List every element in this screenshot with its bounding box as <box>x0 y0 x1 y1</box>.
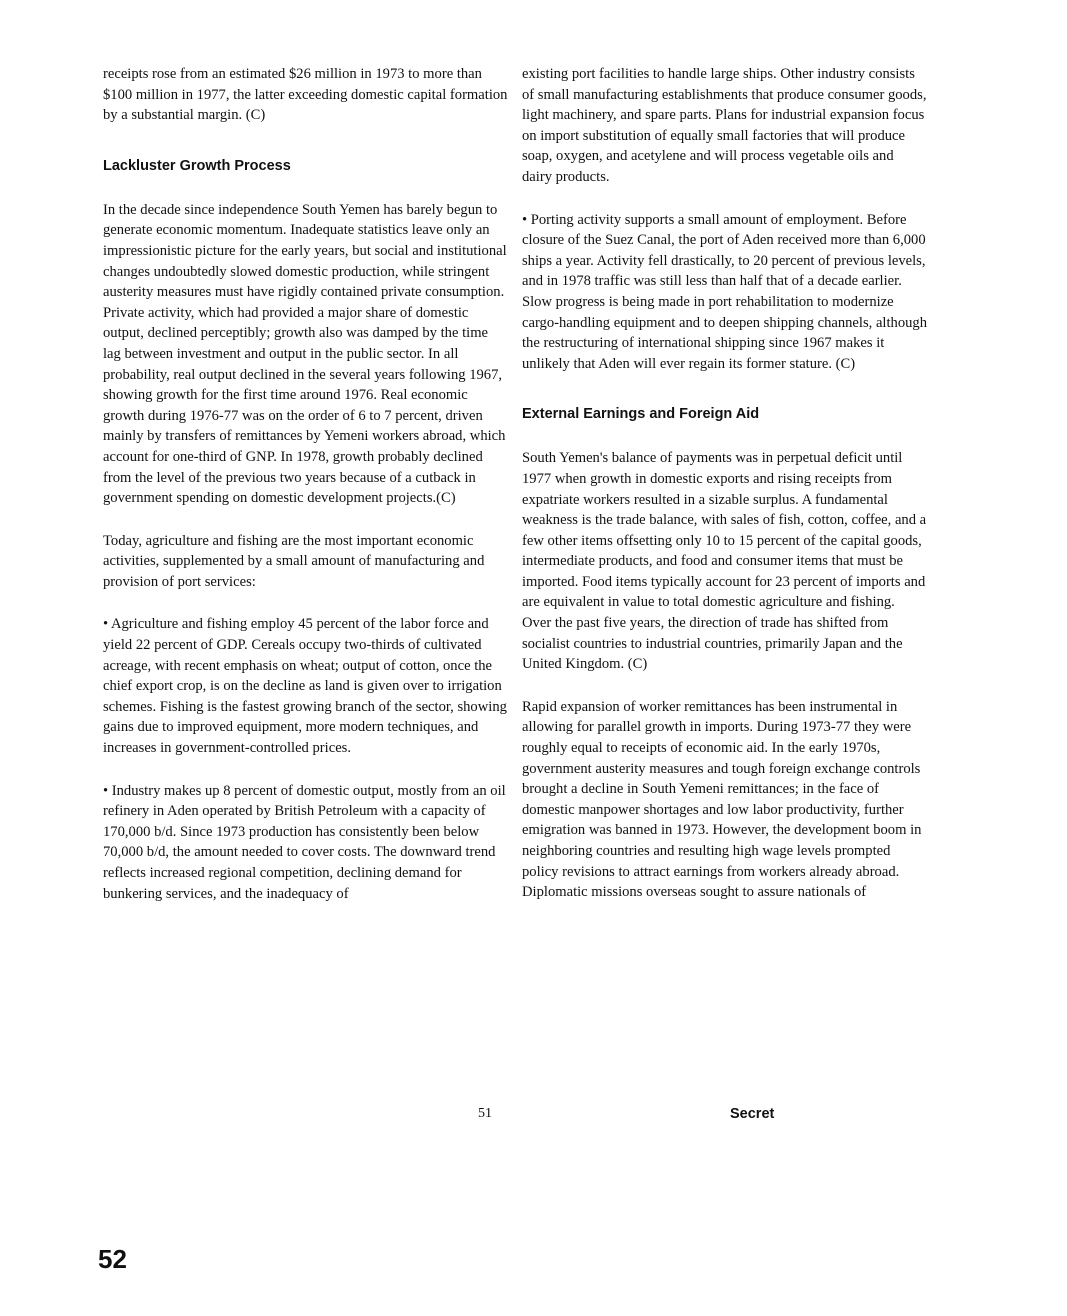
bullet-paragraph: • Industry makes up 8 percent of domestic output, mostly from an oil refinery in Aden operated by British Petroleum with a capacity of 170,000 b/d. Since 1973 production has consistently been below 70,000 b/d, the amount needed to cover costs. The downward trend reflects increased regional competition, declining demand for bunkering services, and the inadequacy of <box>103 782 506 902</box>
paragraph: receipts rose from an estimated $26 million in 1973 to more than $100 million in 1977, the latter exceeding domestic capital formation by a substantial margin. (C) <box>103 66 508 124</box>
section-heading: Lackluster Growth Process <box>103 157 291 174</box>
paragraph: existing port facilities to handle large ships. Other industry consists of small manufacturing establishments that produce consumer goods, light machinery, and spare parts. Plans for industrial expansion focus on import substitution of equally small factories that will produce soap, oxygen, and acetylene and will process vegetable oils and dairy products. <box>522 66 927 185</box>
paragraph: Today, agriculture and fishing are the most important economic activities, supplemented by a small amount of manufacturing and provision of port services: <box>103 532 485 590</box>
section-heading: External Earnings and Foreign Aid <box>522 406 760 423</box>
right-column <box>522 64 927 925</box>
scan-page-number: 52 <box>98 1244 127 1274</box>
left-column <box>103 64 508 926</box>
bullet-paragraph: • Agriculture and fishing employ 45 percent of the labor force and yield 22 percent of GDP. Cereals occupy two-thirds of cultivated acreage, with recent emphasis on wheat; output of cotton, once the chief export crop, is on the decline as land is given over to irrigation schemes. Fishing is the fastest growing branch of the sector, showing gains due to improved equipment, more modern techniques, and increases in government-controlled prices. <box>103 616 507 757</box>
footer-page-number: 51 <box>478 1106 492 1121</box>
paragraph: In the decade since independence South Yemen has barely begun to generate economic momentum. Inadequate statistics leave only an impressionistic picture for the early years, but social and institutional changes undoubtedly slowed domestic production, while stringent austerity measures must have rigidly contained private consumption. Private activity, which had provided a major share of domestic output, declined perceptibly; growth also was damped by the time lag between investment and output in the public sector. In all probability, real output declined in the several years following 1967, showing growth for the first time around 1976. Real economic growth during 1976-77 was on the order of 6 to 7 percent, driven mainly by transfers of remittances by Yemeni workers abroad, which account for one-third of GNP. In 1978, growth probably declined from the level of the previous two years because of a cutback in government spending on domestic development projects.(C) <box>103 201 507 507</box>
paragraph: South Yemen's balance of payments was in perpetual deficit until 1977 when growth in domestic exports and rising receipts from expatriate workers resulted in a sizable surplus. A fundamental weakness is the trade balance, with sales of fish, cotton, coffee, and a few other items offsetting only 10 to 15 percent of the capital goods, intermediate products, and food and consumer items that must be imported. Food items typically account for 23 percent of imports and are equivalent in value to total domestic agriculture and fishing. Over the past five years, the direction of trade has shifted from socialist countries to industrial countries, primarily Japan and the United Kingdom. (C) <box>522 450 927 673</box>
bullet-paragraph: • Porting activity supports a small amount of employment. Before closure of the Suez Canal, the port of Aden received more than 6,000 ships a year. Activity fell drastically, to 20 percent of previous levels, and in 1978 traffic was still less than half that of a decade earlier. Slow progress is being made in port rehabilitation to modernize cargo-handling equipment and to deepen shipping channels, although the restructuring of international shipping since 1967 makes it unlikely that Aden will ever regain its former stature. (C) <box>522 211 928 372</box>
paragraph: Rapid expansion of worker remittances has been instrumental in allowing for parallel growth in imports. During 1973-77 they were roughly equal to receipts of economic aid. In the early 1970s, government austerity measures and tough foreign exchange controls brought a decline in South Yemeni remittances; in the face of domestic manpower shortages and low labor productivity, further emigration was banned in 1973. However, the development boom in neighboring countries and resulting high wage levels prompted policy revisions to attract earnings from workers already abroad. Diplomatic missions overseas sought to assure nationals of <box>522 698 922 901</box>
classification-marking: Secret <box>730 1106 775 1122</box>
